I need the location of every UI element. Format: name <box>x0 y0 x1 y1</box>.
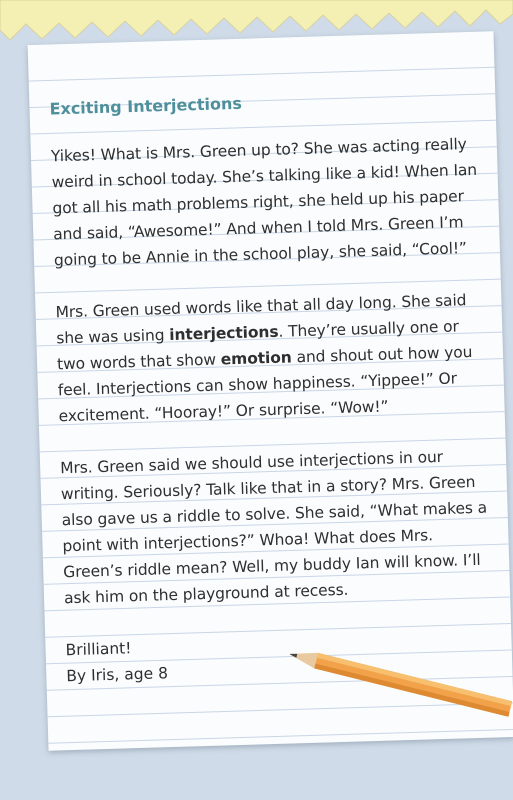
story-title: Exciting Interjections <box>49 93 243 119</box>
term-interjections: interjections <box>168 322 279 344</box>
paragraph-2-text-a: Mrs. Green used words like that all day long. She said she was using <box>55 291 467 348</box>
paragraph-2 <box>55 287 489 430</box>
paragraph-1: Yikes! What is Mrs. Green up to? She was acting really weird in school today. She’s talking like a kid! When Ian got all his math problems right, she held up his paper and said, “Awesome!” And when I told Mrs. Green I’m going to be Annie in the school play, she said, “Cool!” <box>50 135 478 270</box>
term-emotion: emotion <box>220 348 292 369</box>
story-content <box>49 87 496 689</box>
paragraph-2-text-b: . They’re usually one or two words that show <box>56 317 460 374</box>
byline: By Iris, age 8 <box>66 664 169 686</box>
sign-off: Brilliant! <box>65 639 132 660</box>
paragraph-3: Mrs. Green said we should use interjections in our writing. Seriously? Talk like that in a story? Mrs. Green also gave us a riddle to solve. She said, “What makes a point with interjections?” Whoa! What does Mrs. Green’s riddle mean? Well, my buddy Ian will know. I’ll ask him on the playground at recess. <box>59 447 488 608</box>
pencil-icon <box>290 640 512 720</box>
paragraph-2-text-c: and shout out how you feel. Interjections can show happiness. “Yippee!” Or excitement. “Hooray!” Or surprise. “Wow!” <box>57 343 473 426</box>
